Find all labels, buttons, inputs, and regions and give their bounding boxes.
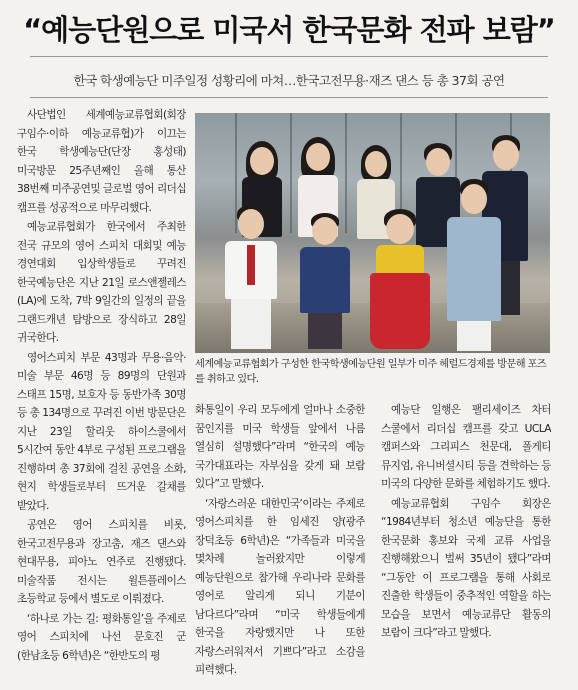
paragraph: 공연은 영어 스피치를 비롯, 한국고전무용과 장고춤, 재즈 댄스와 현대무용, 피아노 연주로 진행됐다. 미술작품 전시는 윌튼플레이스 초등학교 등에서 별도로 이뤄졌다. <box>17 519 186 605</box>
subheadline: 한국 학생예능단 미주일정 성황리에 마쳐…한국고전무용·재즈 댄스 등 총 37회 공연 <box>73 73 505 88</box>
article-column-2 <box>195 401 365 686</box>
subhead-divider <box>30 97 548 98</box>
paragraph: 예능교류협회 구임수 회장은 “1984년부터 청소년 예능단을 통한 한국문화 홍보와 국제 교류 사업을 진행해왔으니 벌써 35년이 됐다”라며 “그동안 이 프로그램을 통해 사회로 진출한 학생들이 중추적인 역할을 하는 모습을 보면서 예능교류단 활동의 보람이 크다”라고 말했다. <box>381 497 551 639</box>
headline: “예능단원으로 미국서 한국문화 전파 보람” <box>23 13 555 47</box>
paragraph: 예능단 일행은 팰리세이즈 차터 스쿨에서 리더십 캠프를 갖고 UCLA 캠퍼스와 그리피스 천문대, 폴게티 뮤지엄, 유니버셜시티 등을 견학하는 등 미국의 다양한 문화를 체험하기도 했다. <box>381 404 551 490</box>
headline-divider <box>30 56 548 57</box>
article-column-1 <box>17 106 186 686</box>
paragraph: 사단법인 세계예능교류협회(회장 구임수·이하 예능교류협)가 이끄는 한국 학생예능단(단장 홍성태) 미국방문 25주년째인 올해 통산 38번째 미주공연및 글로벌 영어 리더십 캠프를 성공적으로 마무리했다. <box>17 109 186 214</box>
paragraph: ‘자랑스러운 대한민국’이라는 주제로 영어스피치를 한 임세진 양(광주 장덕초등 6학년)은 “가족들과 미국을 몇차례 놀러왔지만 이렇게 예능단원으로 참가해 우리나라 문화를 영어로 알리게 되니 기분이 남다르다”라며 “미국 학생들에게 한국을 자랑했지만 나 또한 자랑스러워져서 기쁘다”라고 소감을 피력했다. <box>195 497 365 676</box>
paragraph: 영어스피치 부문 43명과 무용·음악·미술 부문 46명 등 89명의 단원과 스태프 15명, 보호자 등 동반가족 30명 등 총 134명으로 꾸려진 이번 방문단은 지난 23일 할리웃 하이스쿨에서 5시간여 동안 4부로 구성된 프로그램을 진행하며 총 37회에 걸친 공연을 소화, 현지 학생들로부터 뜨거운 갈채를 받았다. <box>17 351 186 512</box>
paragraph: 화통일이 우리 모두에게 얼마나 소중한 꿈인지를 미국 학생들 앞에서 나름 열심히 설명했다”라며 “한국의 예능 국가대표라는 자부심을 갖게 돼 보람 있다”고 말했다. <box>195 404 365 490</box>
paragraph: 예능교류협회가 한국에서 주최한 전국 규모의 영어 스피치 대회및 예능 경연대회 입상학생들로 꾸려진 한국예능단은 지난 21일 로스앤젤레스(LA)에 도착, 7박 9일간의 일정의 끝을 그랜드캐년 탐방으로 장식하고 28일 귀국한다. <box>17 221 186 344</box>
article-column-3 <box>381 401 551 686</box>
group-photo <box>195 113 550 353</box>
paragraph: ‘하나로 가는 길: 평화통일’을 주제로 영어 스피치에 나선 문호진 군(한남초등 6학년)은 “한반도의 평 <box>17 612 186 662</box>
photo-caption: 세계예능교류협회가 구성한 한국학생예능단원 일부가 미주 헤럴드경제를 방문해 포즈를 취하고 있다. <box>195 359 547 385</box>
